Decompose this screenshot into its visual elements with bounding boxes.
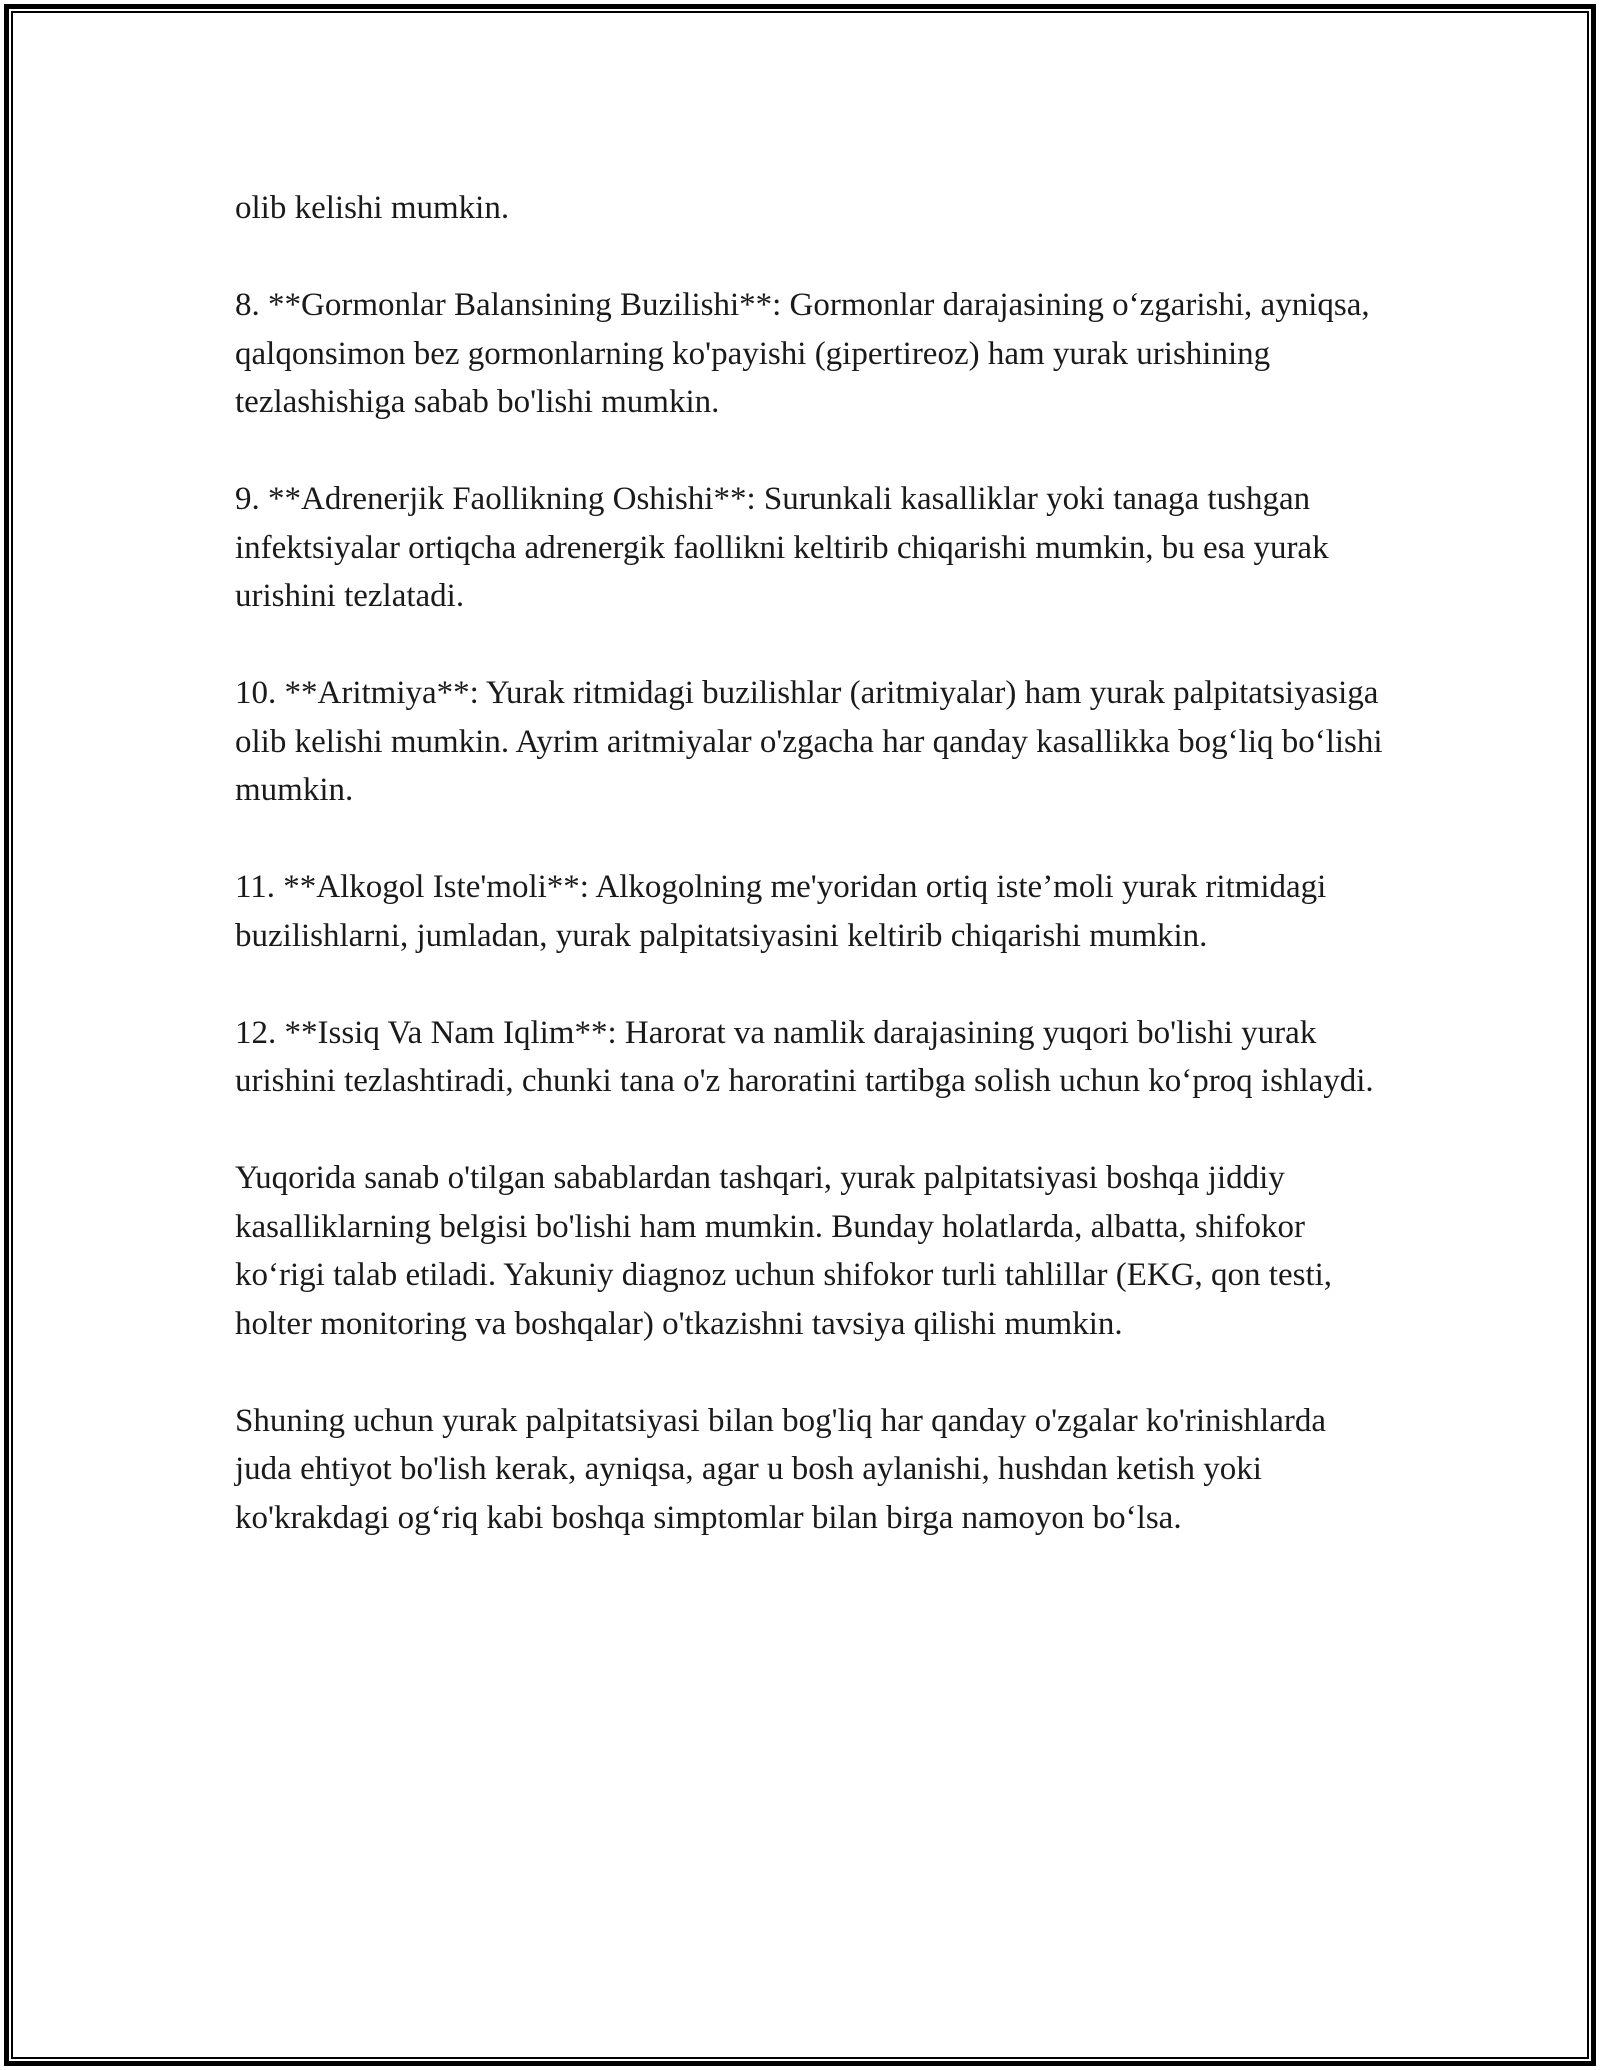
list-item-9: 9. **Adrenerjik Faollikning Oshishi**: Surunkali kasalliklar yoki tanaga tushgan infektsiyalar ortiqcha adrenergik faollikni keltirib chiqarishi mumkin, bu esa yurak urishini tezlatadi. bbox=[235, 481, 1329, 614]
document-body bbox=[235, 184, 1385, 1591]
list-item-12: 12. **Issiq Va Nam Iqlim**: Harorat va namlik darajasining yuqori bo'lishi yurak urishini tezlashtiradi, chunki tana o'z haroratini tartibga solish uchun ko‘proq ishlaydi. bbox=[235, 1014, 1374, 1099]
list-item-11: 11. **Alkogol Iste'moli**: Alkogolning me'yoridan ortiq iste’moli yurak ritmidagi buzilishlarni, jumladan, yurak palpitatsiyasini keltirib chiqarishi mumkin. bbox=[235, 869, 1327, 954]
paragraph-conclusion: Shuning uchun yurak palpitatsiyasi bilan bog'liq har qanday o'zgalar ko'rinishlarda juda ehtiyot bo'lish kerak, ayniqsa, agar u bosh aylanishi, hushdan ketish yoki ko'krakdagi og‘riq kabi boshqa simptomlar bilan birga namoyon bo‘lsa. bbox=[235, 1402, 1326, 1536]
list-item-10: 10. **Aritmiya**: Yurak ritmidagi buzilishlar (aritmiyalar) ham yurak palpitatsiyasiga olib kelishi mumkin. Ayrim aritmiyalar o'zgacha har qanday kasallikka bog‘liq bo‘lishi mumkin. bbox=[235, 675, 1383, 808]
list-item-8: 8. **Gormonlar Balansining Buzilishi**: Gormonlar darajasining o‘zgarishi, ayniqsa, qalqonsimon bez gormonlarning ko'payishi (gipertireoz) ham yurak urishining tezlashishiga sabab bo'lishi mumkin. bbox=[235, 287, 1370, 420]
paragraph-continuation: olib kelishi mumkin. bbox=[235, 190, 510, 226]
paragraph-summary: Yuqorida sanab o'tilgan sabablardan tashqari, yurak palpitatsiyasi boshqa jiddiy kasalliklarning belgisi bo'lishi ham mumkin. Bunday holatlarda, albatta, shifokor ko‘rigi talab etiladi. Yakuniy diagnoz uchun shifokor turli tahlillar (EKG, qon testi, holter monitoring va boshqalar) o'tkazishni tavsiya qilishi mumkin. bbox=[235, 1160, 1333, 1342]
